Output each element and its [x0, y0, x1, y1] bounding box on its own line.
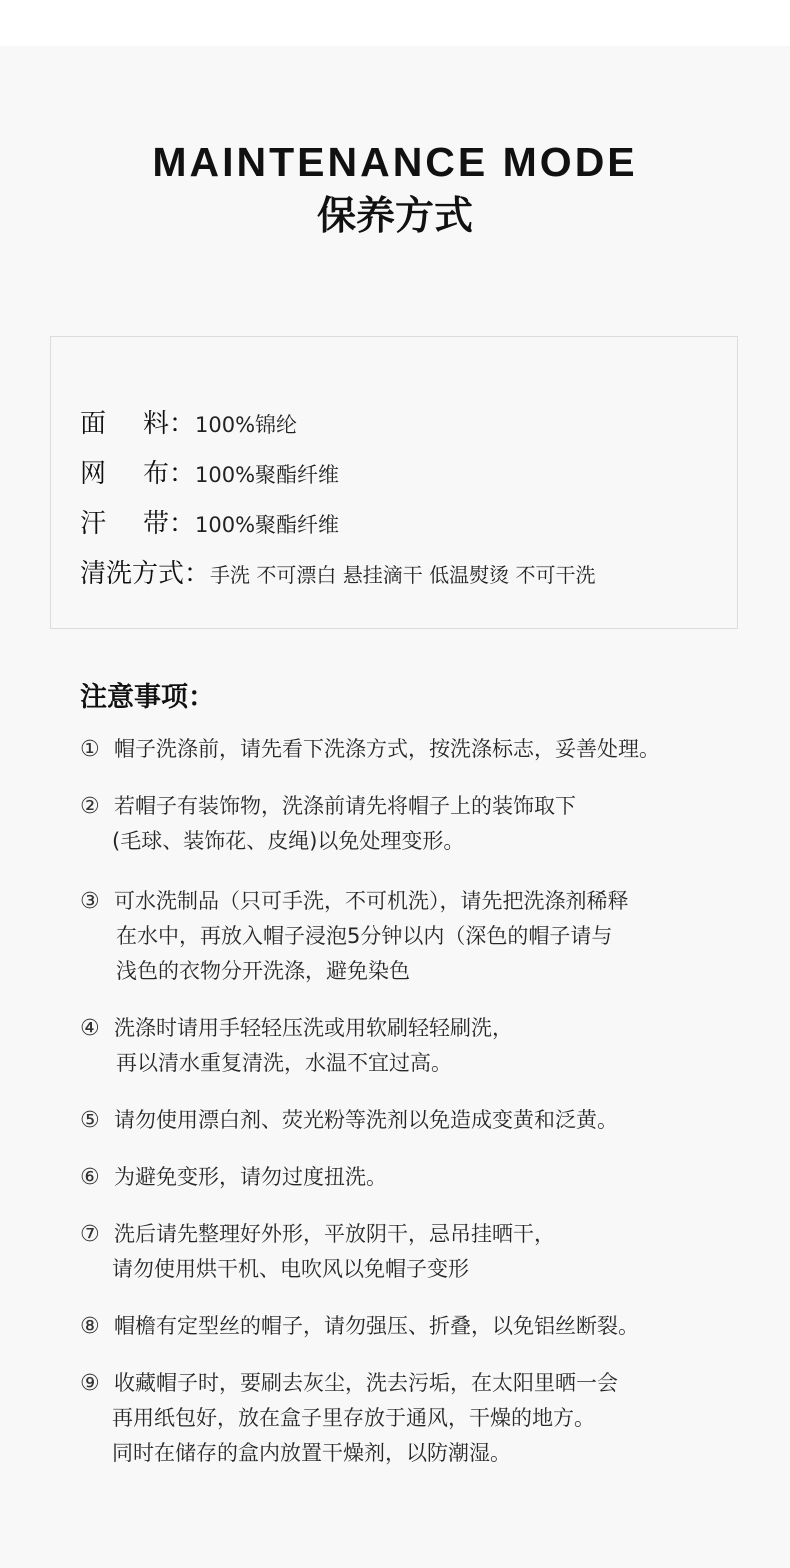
spec-row-fabric: [80, 403, 297, 439]
note-item-9: [80, 1366, 760, 1471]
note-number: ②: [80, 794, 100, 819]
notes-title: 注意事项：: [80, 682, 215, 713]
note-item-5: [80, 1103, 760, 1138]
page-title-en: MAINTENANCE MODE: [152, 139, 638, 185]
spec-label-part: 布：: [142, 459, 195, 489]
note-item-4: [80, 1011, 760, 1081]
note-number: ⑧: [80, 1314, 100, 1339]
note-item-8: [80, 1309, 760, 1344]
note-number: ⑥: [80, 1165, 100, 1190]
spec-box: [50, 336, 738, 629]
spec-value: 100%聚酯纤维: [195, 513, 340, 537]
note-text: 洗涤时请用手轻轻压洗或用软刷轻轻刷洗，: [114, 1016, 513, 1040]
note-text: 若帽子有装饰物，洗涤前请先将帽子上的装饰取下: [114, 794, 576, 818]
note-number: ⑦: [80, 1222, 100, 1247]
spec-value: 100%锦纶: [195, 413, 298, 437]
spec-label-part: 面: [80, 409, 107, 439]
note-item-2: [80, 789, 760, 859]
note-number: ③: [80, 889, 100, 914]
spec-row-mesh: [80, 453, 339, 489]
spec-label-part: 料：: [142, 409, 195, 439]
spec-label-part: 汗: [80, 509, 107, 539]
spec-value: 手洗 不可漂白 悬挂滴干 低温熨烫 不可干洗: [210, 563, 596, 587]
spec-label: [80, 503, 195, 540]
note-number: ⑤: [80, 1108, 100, 1133]
note-item-1: [80, 732, 760, 767]
note-text: 帽檐有定型丝的帽子，请勿强压、折叠，以免铝丝断裂。: [114, 1314, 639, 1338]
note-number: ①: [80, 737, 100, 762]
note-text: 请勿使用烘干机、电吹风以免帽子变形: [112, 1257, 469, 1281]
note-item-6: [80, 1160, 760, 1195]
note-text: 同时在储存的盒内放置干燥剂，以防潮湿。: [112, 1441, 511, 1465]
note-number: ⑨: [80, 1371, 100, 1396]
note-text: 洗后请先整理好外形，平放阴干，忌吊挂晒干，: [114, 1222, 555, 1246]
note-item-3: [80, 884, 760, 989]
note-text: 浅色的衣物分开洗涤，避免染色: [116, 959, 410, 983]
note-item-7: [80, 1217, 760, 1287]
spec-value: 100%聚酯纤维: [195, 463, 340, 487]
spec-row-washing: [80, 553, 595, 589]
note-number: ④: [80, 1016, 100, 1041]
spec-label: [80, 403, 195, 440]
note-text: 再用纸包好，放在盒子里存放于通风，干燥的地方。: [112, 1406, 595, 1430]
spec-label: 清洗方式：: [80, 559, 211, 589]
top-strip: [0, 0, 790, 46]
note-text: 收藏帽子时，要刷去灰尘，洗去污垢，在太阳里晒一会: [114, 1371, 618, 1395]
note-text: 在水中，再放入帽子浸泡5分钟以内（深色的帽子请与: [116, 924, 613, 948]
spec-label: [80, 453, 195, 490]
note-text: 帽子洗涤前，请先看下洗涤方式，按洗涤标志，妥善处理。: [114, 737, 660, 761]
page-title-cn: 保养方式: [316, 194, 473, 239]
spec-row-sweatband: [80, 503, 339, 539]
note-text: 为避免变形，请勿过度扭洗。: [114, 1165, 387, 1189]
note-text: 可水洗制品（只可手洗，不可机洗），请先把洗涤剂稀释: [114, 889, 629, 913]
note-text: 请勿使用漂白剂、荧光粉等洗剂以免造成变黄和泛黄。: [114, 1108, 618, 1132]
spec-label-part: 带：: [142, 509, 195, 539]
spec-label-part: 网: [80, 459, 107, 489]
note-text: (毛球、装饰花、皮绳)以免处理变形。: [112, 829, 465, 853]
note-text: 再以清水重复清洗，水温不宜过高。: [116, 1051, 452, 1075]
